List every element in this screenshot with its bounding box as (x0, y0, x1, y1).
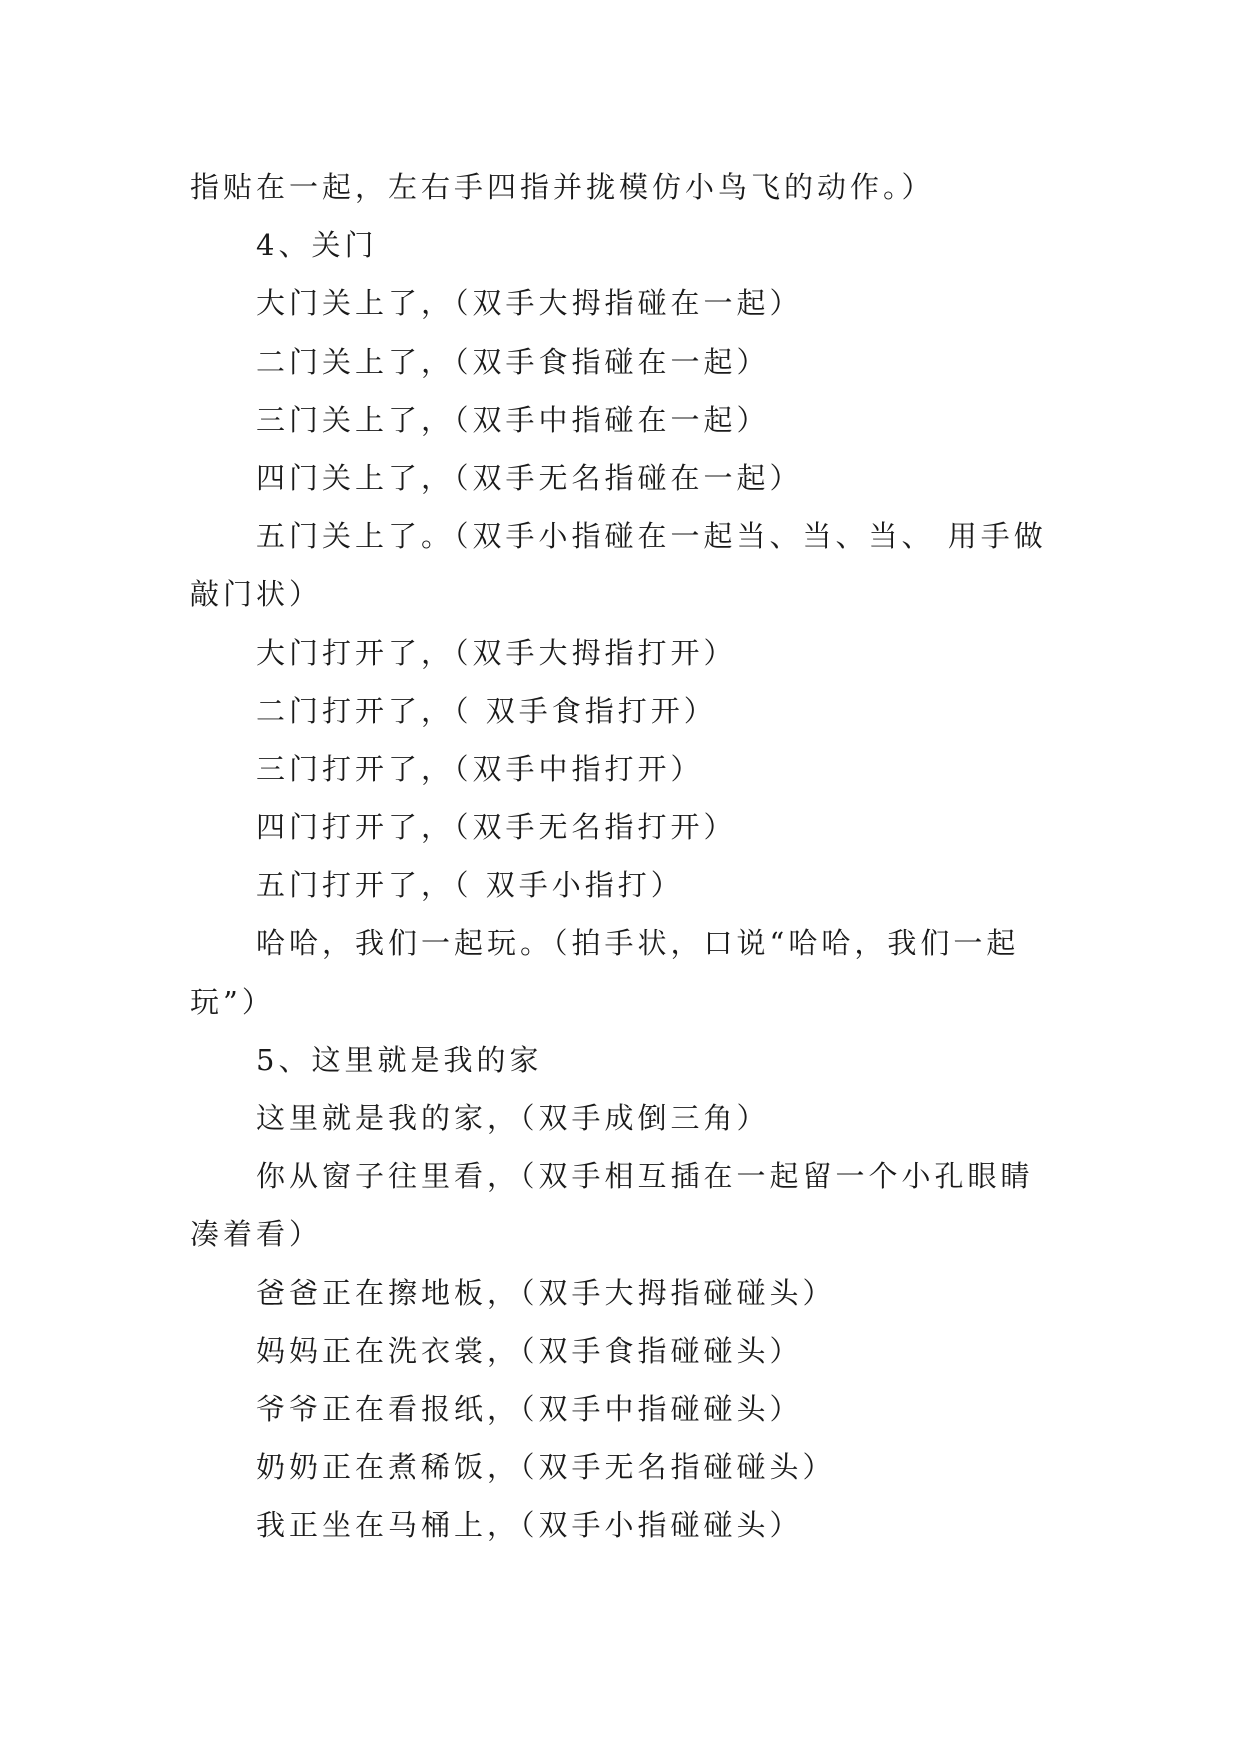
text-line: 指贴在一起，左右手四指并拢模仿小鸟飞的动作。） (190, 170, 935, 204)
text-line: 四门打开了，（双手无名指打开） (256, 810, 737, 845)
text-line: 三门打开了，（双手中指打开） (256, 751, 704, 786)
text-line: 爸爸正在擦地板，（双手大拇指碰碰头） (256, 1275, 836, 1310)
text-line: 敲门状） (190, 577, 323, 612)
text-line: 4、关门 (256, 228, 378, 263)
text-line: 大门打开了，（双手大拇指打开） (256, 635, 737, 670)
text-line: 这里就是我的家，（双手成倒三角） (256, 1101, 770, 1135)
text-line: 五门关上了。（双手小指碰在一起当、当、当、 用手做 (256, 519, 1047, 554)
text-line: 大门关上了，（双手大拇指碰在一起） (256, 286, 803, 321)
text-line: 你从窗子往里看，（双手相互插在一起留一个小孔眼睛 (256, 1159, 1034, 1194)
text-line: 奶奶正在煮稀饭，（双手无名指碰碰头） (256, 1450, 836, 1485)
text-line: 玩”） (190, 984, 275, 1019)
text-line: 五门打开了，（ 双手小指打） (256, 868, 684, 903)
text-line: 爷爷正在看报纸，（双手中指碰碰头） (256, 1391, 803, 1426)
text-line: 二门关上了，（双手食指碰在一起） (256, 344, 770, 379)
text-line: 5、这里就是我的家 (256, 1042, 543, 1077)
text-line: 哈哈，我们一起玩。（拍手状，口说“哈哈，我们一起 (256, 926, 1020, 961)
text-line: 四门关上了，（双手无名指碰在一起） (256, 460, 803, 495)
text-line: 我正坐在马桶上，（双手小指碰碰头） (256, 1508, 803, 1543)
text-line: 三门关上了，（双手中指碰在一起） (256, 402, 770, 437)
document-body (190, 158, 1060, 1555)
text-line: 二门打开了，（ 双手食指打开） (256, 693, 717, 728)
text-line: 妈妈正在洗衣裳，（双手食指碰碰头） (256, 1333, 803, 1368)
text-line: 凑着看） (190, 1217, 323, 1252)
